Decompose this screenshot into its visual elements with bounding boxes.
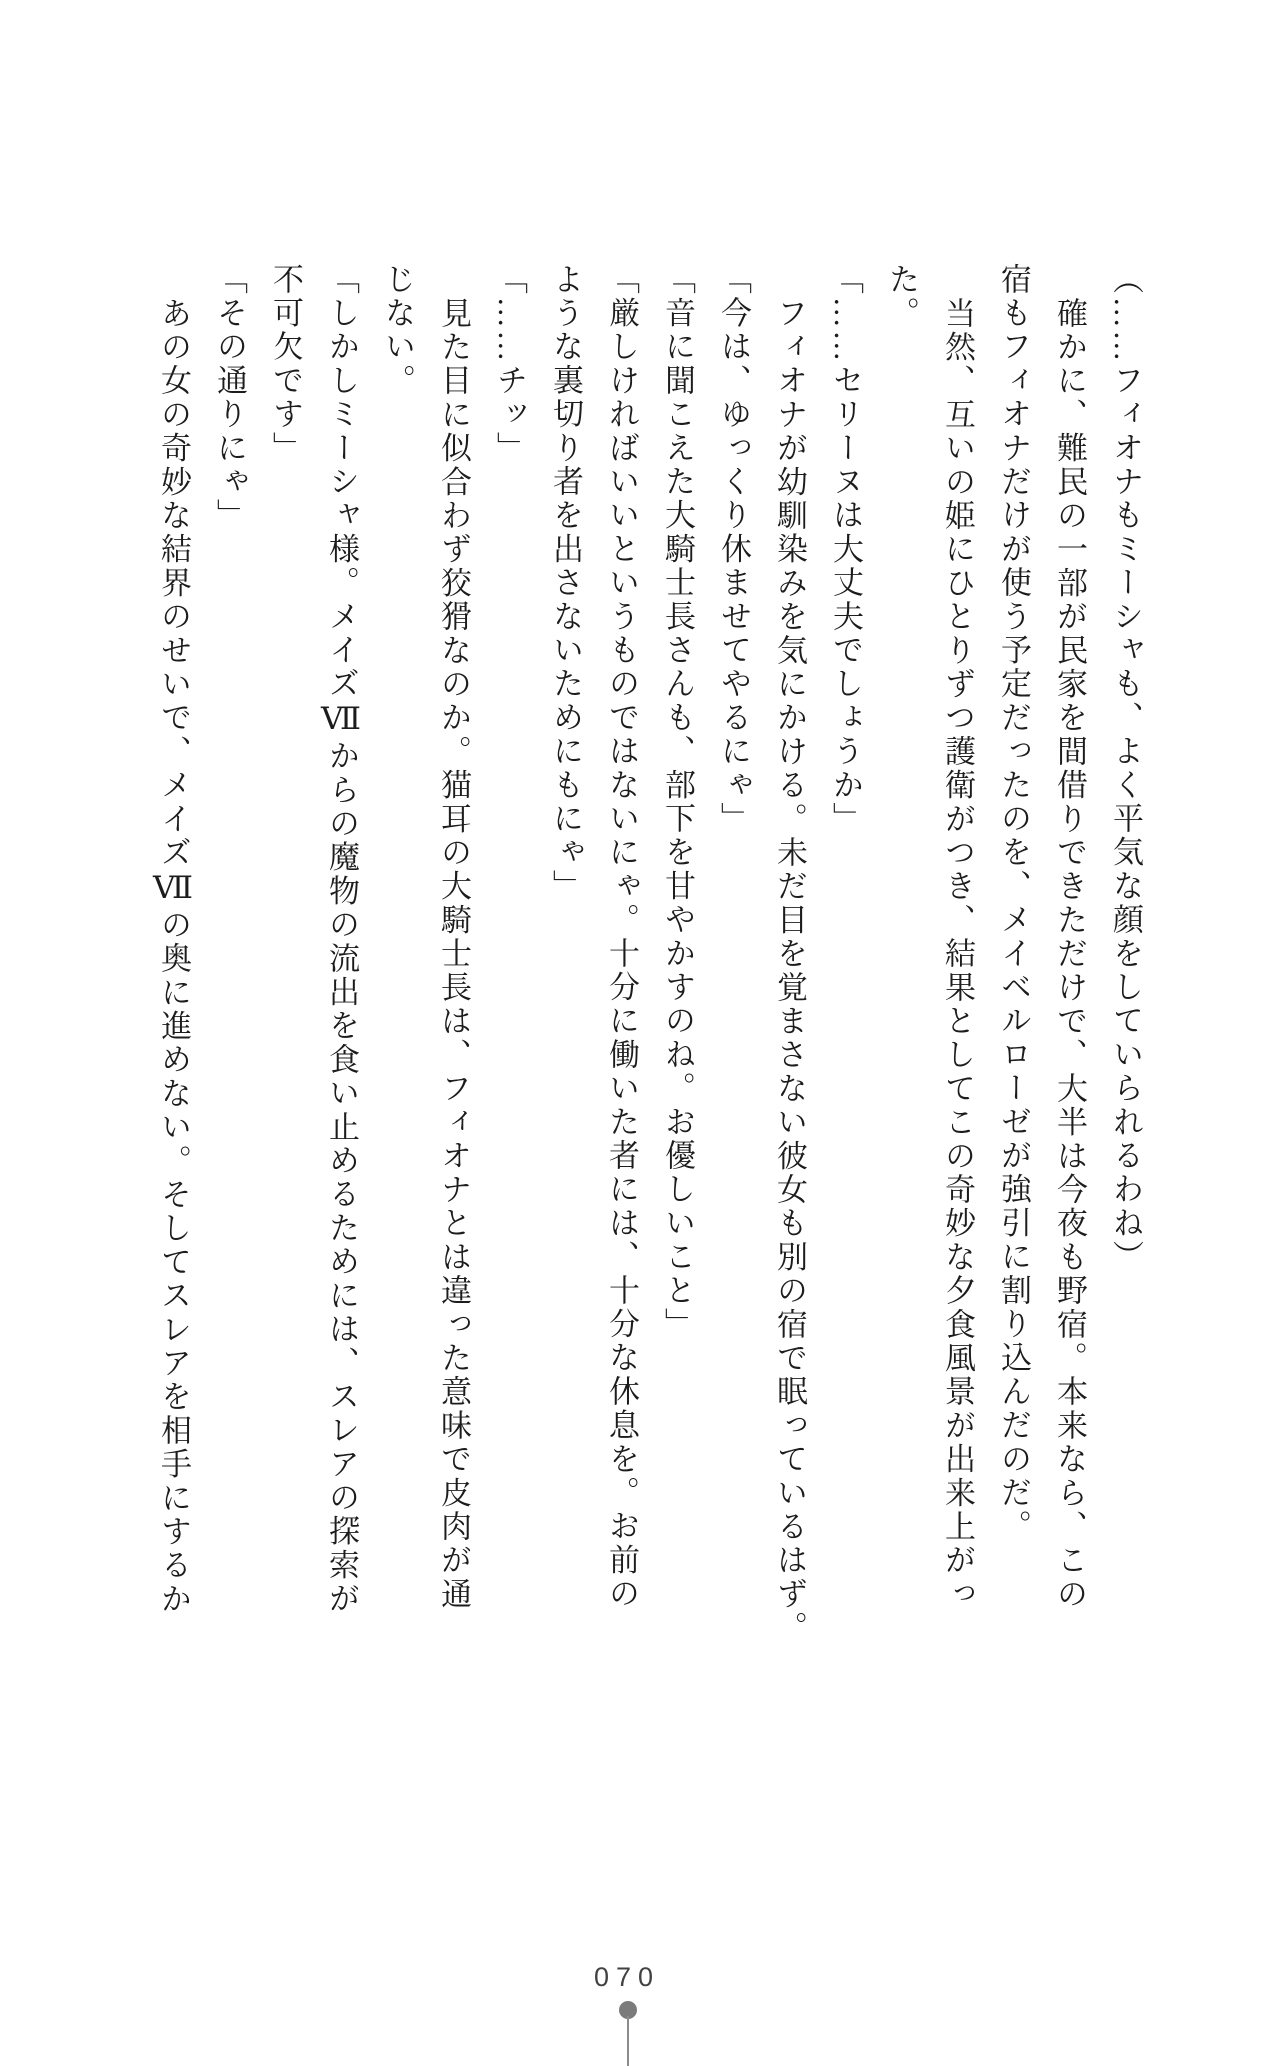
- page-number: 070: [593, 1962, 661, 1992]
- text-column: 「……チッ」: [492, 263, 527, 466]
- text-column: た。: [884, 263, 919, 331]
- text-column: （……フィオナもミーシャも、よく平気な顔をしていられるわね）: [1108, 263, 1143, 1274]
- text-column: フィオナが幼馴染みを気にかける。未だ目を覚まさない彼女も別の宿で眠っているはず。: [772, 297, 807, 1645]
- text-column: じない。: [380, 263, 415, 398]
- text-column: ような裏切り者を出さないためにもにゃ」: [548, 263, 583, 904]
- text-column: 確かに、難民の一部が民家を間借りできただけで、大半は今夜も野宿。本来なら、この: [1052, 297, 1087, 1612]
- text-column: 「その通りにゃ」: [212, 263, 247, 533]
- body-text: [145, 263, 1153, 1645]
- text-column: 「音に聞こえた大騎士長さんも、部下を甘やかすのね。お優しいこと」: [660, 263, 695, 1342]
- text-column: 宿もフィオナだけが使う予定だったのを、メイベルローゼが強引に割り込んだのだ。: [996, 263, 1031, 1544]
- text-column: 「しかしミーシャ様。メイズⅦからの魔物の流出を食い止めるためには、スレアの探索が: [324, 263, 359, 1616]
- text-column: 「……セリーヌは大丈夫でしょうか」: [828, 263, 863, 836]
- footer-rule-ornament: [627, 2016, 629, 2066]
- text-column: 見た目に似合わず狡猾なのか。猫耳の大騎士長は、フィオナとは違った意味で皮肉が通: [436, 297, 471, 1612]
- text-column: 「今は、ゆっくり休ませてやるにゃ」: [716, 263, 751, 836]
- text-column: あの女の奇妙な結界のせいで、メイズⅦの奥に進めない。そしてスレアを相手にするか: [156, 297, 191, 1617]
- text-column: 当然、互いの姫にひとりずつ護衛がつき、結果としてこの奇妙な夕食風景が出来上がっ: [940, 297, 975, 1612]
- text-column: 不可欠です」: [268, 263, 303, 466]
- text-column: 「厳しければいいというものではないにゃ。十分に働いた者には、十分な休息を。お前の: [604, 263, 639, 1611]
